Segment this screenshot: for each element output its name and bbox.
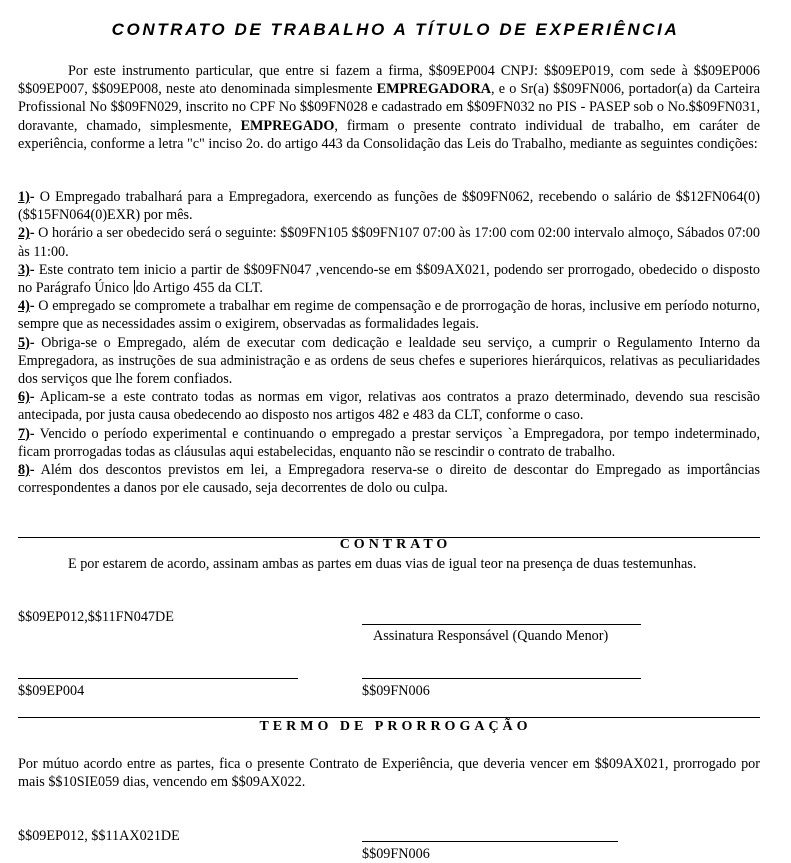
text-cursor [134,280,135,294]
clause-dash: - [29,425,35,442]
clause-2 [18,224,760,260]
intro-part-1: Por este instrumento particular, que entre si fazem a firma, $$09EP004 CNPJ: $$09EP019, com sede à $$09EP006 $$09EP007, $$09EP008, neste ato denominada simplesmente [18,63,760,98]
clause-number: 3) [18,261,30,278]
clause-6 [18,388,760,424]
intro-text [18,62,760,153]
clause-dash: - [29,225,35,242]
clauses-list [18,188,760,497]
employee-signature-name: $$09FN006 [362,683,430,699]
clause-1 [18,188,760,224]
prorrogacao-signature-line [362,841,618,842]
employer-signature-line [18,678,298,679]
clause-number: 7) [18,425,30,442]
minor-signature-line [362,624,641,625]
prorrogacao-heading: TERMO DE PRORROGAÇÃO [259,719,532,734]
clause-text: Vencido o período experimental e continuando o empregado a prestar serviços `a Empregadora, por tempo indeterminado, ficam prorrogadas todas as cláusulas aqui estabelecidas, enquanto não se rescindir o contrato de trabalho. [18,425,760,460]
contrato-place-date: $$09EP012,$$11FN047DE [18,609,174,625]
clause-number: 2) [18,225,30,242]
clause-dash: - [29,334,35,351]
clause-number: 4) [18,298,30,315]
clause-3 [18,261,760,297]
contrato-heading: CONTRATO [339,537,452,552]
clause-8 [18,461,760,497]
clause-dash: - [29,261,35,278]
clause-text: Este contrato tem inicio a partir de $$09FN047 ,vencendo-se em $$09AX021, podendo ser prorrogado, obedecido o disposto no Parágrafo Único [18,261,760,297]
document-title: CONTRATO DE TRABALHO A TÍTULO DE EXPERIÊNCIA [111,20,680,39]
clause-text-continued: do Artigo 455 da CLT. [135,280,263,297]
prorrogacao-place-date: $$09EP012, $$11AX021DE [18,828,180,844]
clause-dash: - [29,298,35,315]
intro-part-2: , e o Sr(a) $$09FN006, portador(a) da Carteira Profissional No $$09FN029, inscrito no CPF No $$09FN028 e cadastrado em $$09FN032 no PIS - PASEP sob o No.$$09FN031, doravante, chamado, simplesmente, [18,81,760,134]
empregadora-term: EMPREGADORA [376,81,491,98]
clause-text: Aplicam-se a este contrato todas as normas em vigor, relativas aos contratos a prazo determinado, devendo sua rescisão antecipada, por justa causa obedecendo ao disposto nos artigos 482 e 483 da CLT, conforme o caso. [18,389,760,424]
prorrogacao-divider [18,717,760,718]
clause-5 [18,334,760,389]
contrato-text: E por estarem de acordo, assinam ambas as partes em duas vias de igual teor na presença de duas testemunhas. [68,556,697,572]
clause-4 [18,297,760,333]
clause-number: 5) [18,334,30,351]
prorrogacao-signature-name: $$09FN006 [362,846,430,862]
clause-text: Obriga-se o Empregado, além de executar com dedicação e lealdade seu serviço, a cumprir o Regulamento Interno da Empregadora, as instruções de sua administração e as ordens de seus chefes e superiores hierárquicos, relativas as peculiaridades dos serviços que lhe forem confiados. [18,334,760,388]
clause-text: Além dos descontos previstos em lei, a Empregadora reserva-se o direito de descontar do Empregado as importâncias correspondentes a danos por ele causado, seja decorrentes de dolo ou culpa. [18,462,760,497]
clause-number: 8) [18,462,30,479]
clause-7 [18,425,760,461]
clause-text: O empregado se compromete a trabalhar em regime de compensação e de prorrogação de horas, inclusive em período noturno, sempre que as necessidades assim o exigirem, observadas as formalidades legais. [18,298,760,333]
clause-number: 6) [18,389,30,406]
empregado-term: EMPREGADO [240,117,335,134]
employer-signature-name: $$09EP004 [18,683,85,699]
prorrogacao-text: Por mútuo acordo entre as partes, fica o presente Contrato de Experiência, que deveria vencer em $$09AX021, prorrogado por mais $$10SIE059 dias, vencendo em $$09AX022. [18,756,760,791]
clause-dash: - [29,189,35,205]
intro-part-3: , firmam o presente contrato individual de trabalho, em caráter de experiência, conforme a letra "c" inciso 2o. do artigo 443 da Consolidação das Leis do Trabalho, mediante as seguintes condições: [18,117,760,152]
prorrogacao-paragraph [18,755,760,791]
employee-signature-line [362,678,641,679]
minor-signature-label: Assinatura Responsável (Quando Menor) [373,628,609,644]
clause-number: 1) [18,189,30,205]
clause-dash: - [29,462,35,479]
clause-text: O Empregado trabalhará para a Empregadora, exercendo as funções de $$09FN062, recebendo o salário de $$12FN064(0) ($$15FN064(0)EXR) por mês. [18,189,760,224]
clause-dash: - [29,389,35,406]
contrato-paragraph [18,555,760,573]
clause-text: O horário a ser obedecido será o seguinte: $$09FN105 $$09FN107 07:00 às 17:00 com 02:00 intervalo almoço, Sábados 07:00 às 11:00. [18,225,760,260]
intro-paragraph [18,62,760,153]
